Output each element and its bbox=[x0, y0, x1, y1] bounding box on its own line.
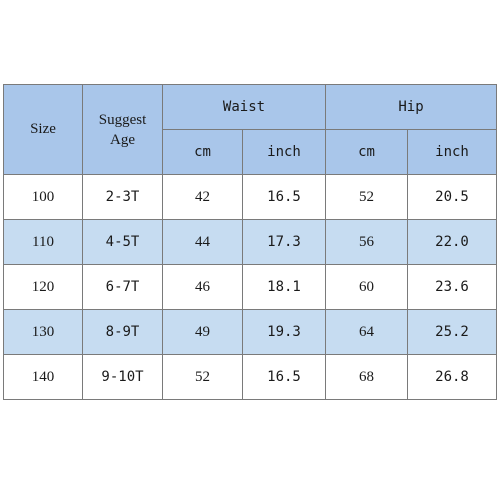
size-chart-table bbox=[3, 84, 497, 400]
cell-age: 2-3T bbox=[83, 175, 163, 220]
cell-age: 4-5T bbox=[83, 220, 163, 265]
header-waist-inch: inch bbox=[243, 130, 326, 175]
header-hip-inch: inch bbox=[408, 130, 497, 175]
cell-size: 110 bbox=[4, 220, 83, 265]
cell-hip-inch: 23.6 bbox=[408, 265, 497, 310]
cell-hip-inch: 22.0 bbox=[408, 220, 497, 265]
cell-hip-cm: 56 bbox=[326, 220, 408, 265]
cell-size: 140 bbox=[4, 355, 83, 400]
cell-hip-cm: 64 bbox=[326, 310, 408, 355]
cell-size: 100 bbox=[4, 175, 83, 220]
table-row bbox=[4, 265, 497, 310]
cell-size: 130 bbox=[4, 310, 83, 355]
header-waist-cm: cm bbox=[163, 130, 243, 175]
table-row bbox=[4, 310, 497, 355]
cell-hip-inch: 20.5 bbox=[408, 175, 497, 220]
cell-waist-cm: 49 bbox=[163, 310, 243, 355]
cell-size: 120 bbox=[4, 265, 83, 310]
cell-hip-cm: 60 bbox=[326, 265, 408, 310]
cell-waist-inch: 19.3 bbox=[243, 310, 326, 355]
cell-hip-inch: 26.8 bbox=[408, 355, 497, 400]
size-chart bbox=[3, 84, 496, 399]
cell-age: 6-7T bbox=[83, 265, 163, 310]
header-size: Size bbox=[4, 85, 83, 175]
cell-waist-inch: 17.3 bbox=[243, 220, 326, 265]
header-suggest-age-line1: Suggest bbox=[98, 111, 147, 128]
cell-waist-cm: 52 bbox=[163, 355, 243, 400]
cell-waist-cm: 44 bbox=[163, 220, 243, 265]
cell-age: 9-10T bbox=[83, 355, 163, 400]
cell-hip-cm: 68 bbox=[326, 355, 408, 400]
table-row bbox=[4, 355, 497, 400]
table-row bbox=[4, 220, 497, 265]
header-suggest-age bbox=[83, 85, 163, 175]
cell-waist-inch: 16.5 bbox=[243, 175, 326, 220]
header-waist: Waist bbox=[163, 85, 326, 130]
cell-hip-inch: 25.2 bbox=[408, 310, 497, 355]
header-hip: Hip bbox=[326, 85, 497, 130]
cell-age: 8-9T bbox=[83, 310, 163, 355]
cell-hip-cm: 52 bbox=[326, 175, 408, 220]
cell-waist-cm: 46 bbox=[163, 265, 243, 310]
table-row bbox=[4, 175, 497, 220]
cell-waist-cm: 42 bbox=[163, 175, 243, 220]
cell-waist-inch: 18.1 bbox=[243, 265, 326, 310]
cell-waist-inch: 16.5 bbox=[243, 355, 326, 400]
header-suggest-age-line2: Age bbox=[110, 131, 135, 148]
header-hip-cm: cm bbox=[326, 130, 408, 175]
